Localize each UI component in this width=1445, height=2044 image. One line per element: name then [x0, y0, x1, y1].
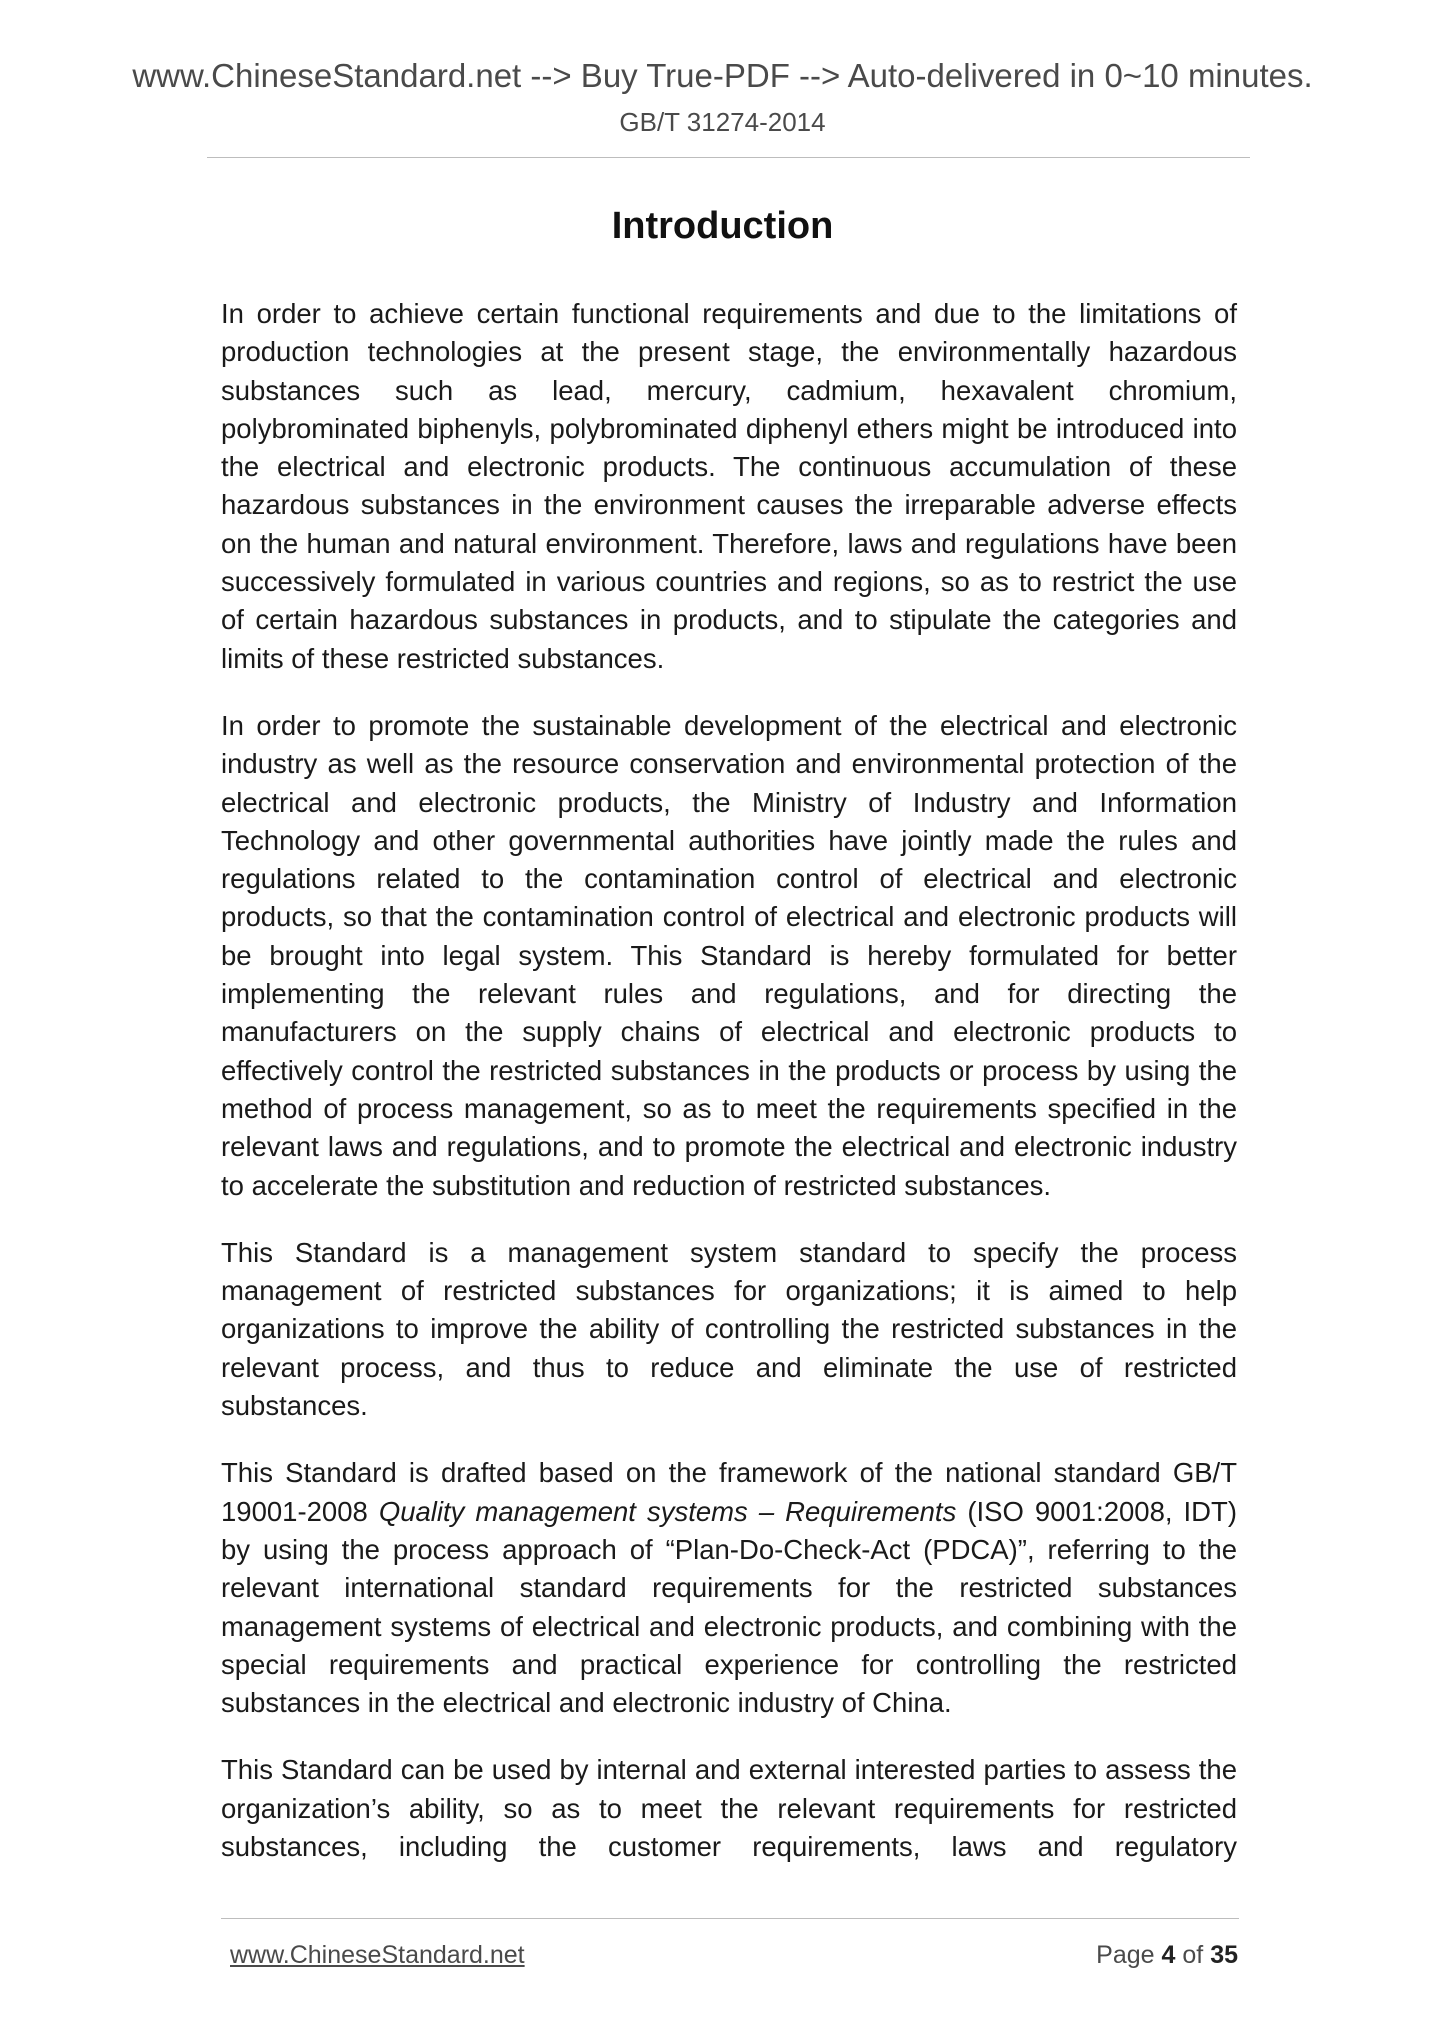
- document-body: [221, 295, 1237, 1866]
- paragraph: This Standard is a management system standard to specify the process management of restricted substances for organizations; it is aimed to help organizations to improve the ability of controlling the restricted substances in the relevant process, and thus to reduce and eliminate the use of restricted substances.: [221, 1236, 1237, 1422]
- current-page: 4: [1161, 1941, 1176, 1969]
- page-number: [1096, 1938, 1238, 1972]
- site-banner: www.ChineseStandard.net --> Buy True-PDF --> Auto-delivered in 0~10 minutes.: [132, 57, 1313, 94]
- total-pages: 35: [1210, 1941, 1238, 1969]
- of-label: of: [1182, 1941, 1204, 1969]
- paragraph: [221, 1454, 1237, 1722]
- standard-title-italic: Quality management systems – Requirements: [378, 1495, 957, 1527]
- page-title: Introduction: [611, 205, 834, 247]
- paragraph-text: (ISO 9001:2008, IDT) by using the process approach of “Plan-Do-Check-Act (PDCA)”, referring to the relevant international standard requirements for the restricted substances management systems of electrical and electronic products, and combining with the special requirements and practical experience for controlling the restricted substances in the electrical and electronic industry of China.: [221, 1495, 1237, 1719]
- paragraph: This Standard can be used by internal and external interested parties to assess the organization’s ability, so as to meet the relevant requirements for restricted substances, including the customer requirements, laws and regulatory: [221, 1754, 1237, 1862]
- paragraph-text: This Standard is drafted based on the framework of the national standard GB/T 19001-2008: [221, 1457, 1237, 1527]
- paragraph: In order to promote the sustainable development of the electrical and electronic industry as well as the resource conservation and environmental protection of the electrical and electronic products, the Ministry of Industry and Information Technology and other governmental authorities have jointly made the rules and regulations related to the contamination control of electrical and electronic products, so that the contamination control of electrical and electronic products will be brought into legal system. This Standard is hereby formulated for better implementing the relevant rules and regulations, and for directing the manufacturers on the supply chains of electrical and electronic products to effectively control the restricted substances in the products or process by using the method of process management, so as to meet the requirements specified in the relevant laws and regulations, and to promote the electrical and electronic industry to accelerate the substitution and reduction of restricted substances.: [221, 709, 1237, 1201]
- paragraph: In order to achieve certain functional requirements and due to the limitations of production technologies at the present stage, the environmentally hazardous substances such as lead, mercury, cadmium, hexavalent chromium, polybrominated biphenyls, polybrominated diphenyl ethers might be introduced into the electrical and electronic products. The continuous accumulation of these hazardous substances in the environment causes the irreparable adverse effects on the human and natural environment. Therefore, laws and regulations have been successively formulated in various countries and regions, so as to restrict the use of certain hazardous substances in products, and to stipulate the categories and limits of these restricted substances.: [221, 298, 1237, 674]
- footer-divider: [221, 1918, 1239, 1919]
- header-divider: [207, 157, 1250, 158]
- footer-site-link[interactable]: www.ChineseStandard.net: [230, 1941, 525, 1969]
- standard-code: GB/T 31274-2014: [619, 107, 826, 137]
- page-label: Page: [1096, 1941, 1155, 1969]
- page-footer: [230, 1938, 1238, 1972]
